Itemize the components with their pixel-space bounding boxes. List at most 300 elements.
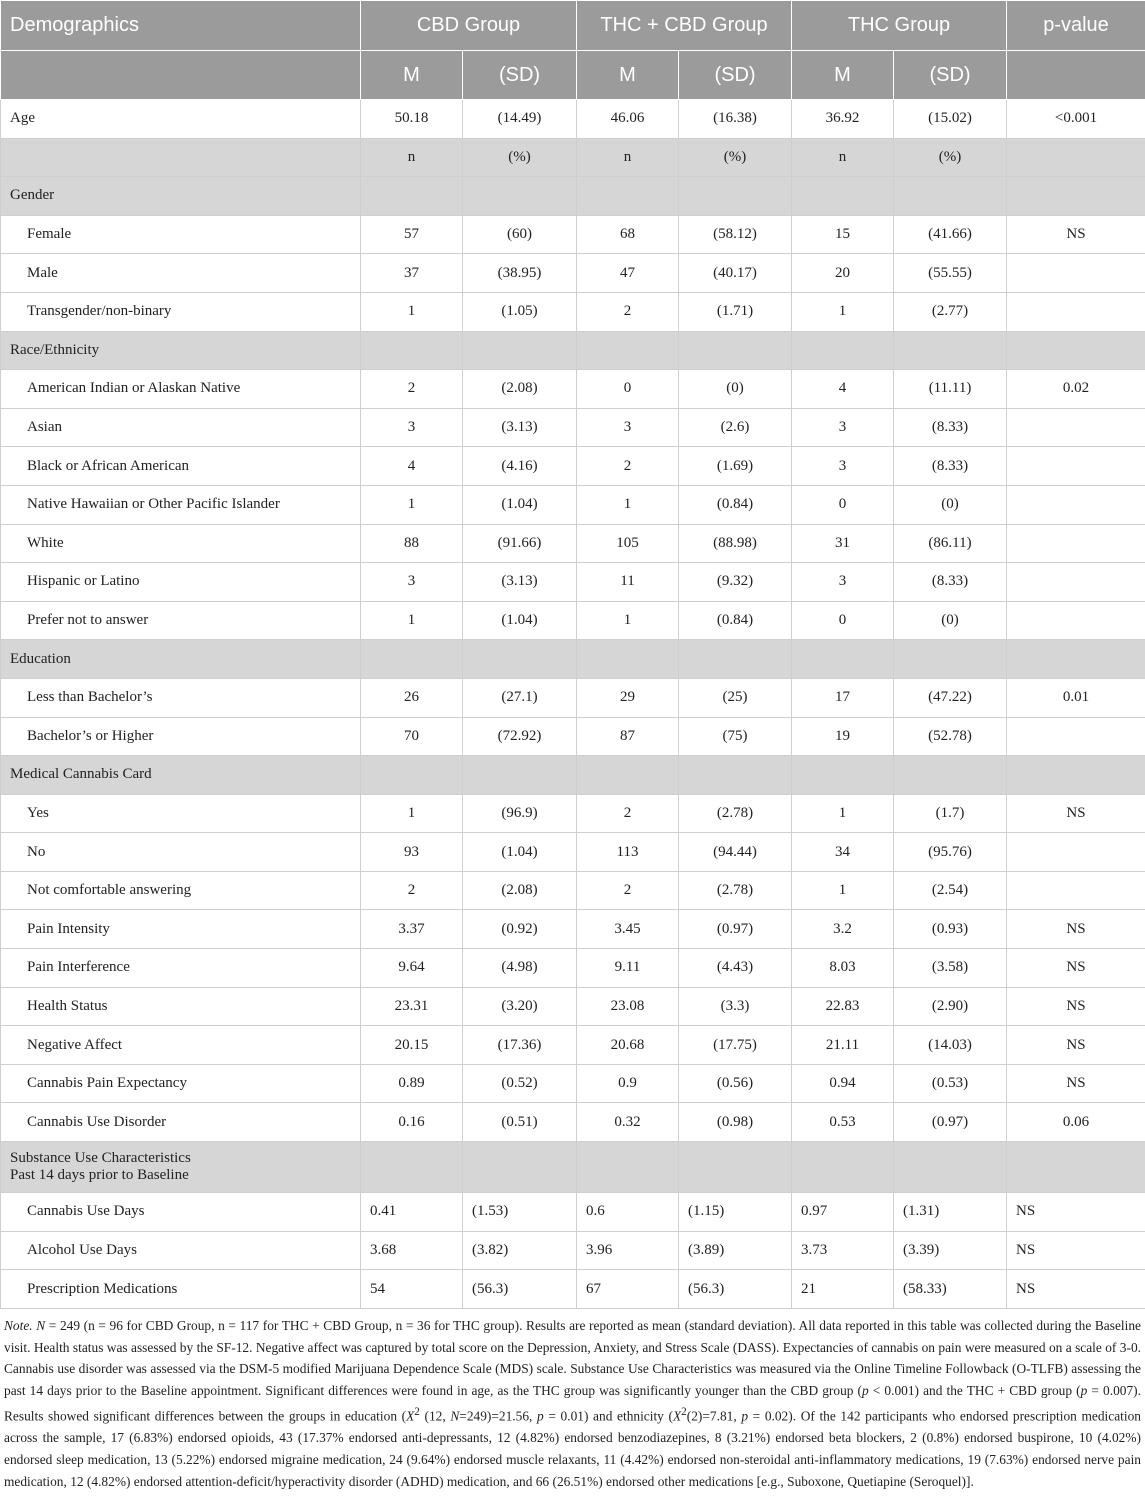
cell: 34 bbox=[792, 833, 894, 872]
cell: 3.37 bbox=[361, 910, 463, 949]
cell: NS bbox=[1007, 987, 1145, 1026]
cell bbox=[463, 177, 577, 216]
cell: 20 bbox=[792, 254, 894, 293]
table-row-american-indian bbox=[1, 370, 1145, 409]
table-row-section-substance-use bbox=[1, 1142, 1145, 1193]
cell: (88.98) bbox=[679, 524, 792, 563]
cell: (%) bbox=[679, 138, 792, 177]
cell: (3.89) bbox=[679, 1231, 792, 1270]
note-text: = 0.01) and ethnicity ( bbox=[543, 1408, 673, 1424]
cell: 3.96 bbox=[577, 1231, 679, 1270]
cell: (2.78) bbox=[679, 871, 792, 910]
table-row-white bbox=[1, 524, 1145, 563]
cell: 113 bbox=[577, 833, 679, 872]
cell bbox=[1007, 254, 1145, 293]
cell: 0 bbox=[792, 601, 894, 640]
cell bbox=[361, 177, 463, 216]
cell: 9.11 bbox=[577, 949, 679, 988]
cell: <0.001 bbox=[1007, 100, 1145, 139]
cell: (0.84) bbox=[679, 485, 792, 524]
row-label: Not comfortable answering bbox=[1, 871, 361, 910]
cell: (1.05) bbox=[463, 292, 577, 331]
cell: 87 bbox=[577, 717, 679, 756]
cell: 1 bbox=[792, 871, 894, 910]
note-lead: Note. bbox=[4, 1317, 33, 1333]
cell: (95.76) bbox=[894, 833, 1007, 872]
section-label: Education bbox=[1, 640, 361, 679]
cell bbox=[679, 756, 792, 795]
cell: (14.49) bbox=[463, 100, 577, 139]
cell: 1 bbox=[361, 794, 463, 833]
cell: (3.13) bbox=[463, 563, 577, 602]
cell: (1.71) bbox=[679, 292, 792, 331]
row-label: American Indian or Alaskan Native bbox=[1, 370, 361, 409]
table-row-section-race bbox=[1, 331, 1145, 370]
cell: 0.53 bbox=[792, 1103, 894, 1142]
header-cbd-group: CBD Group bbox=[361, 1, 577, 51]
table-row-black bbox=[1, 447, 1145, 486]
cell: (0.97) bbox=[894, 1103, 1007, 1142]
table-row-pain-intensity bbox=[1, 910, 1145, 949]
cell: 0.02 bbox=[1007, 370, 1145, 409]
cell: (2.77) bbox=[894, 292, 1007, 331]
cell: 0.89 bbox=[361, 1064, 463, 1103]
cell: (0.98) bbox=[679, 1103, 792, 1142]
cell: n bbox=[361, 138, 463, 177]
cell: (0.93) bbox=[894, 910, 1007, 949]
cell bbox=[894, 177, 1007, 216]
cell: 2 bbox=[361, 871, 463, 910]
cell: 1 bbox=[792, 794, 894, 833]
section-label: Race/Ethnicity bbox=[1, 331, 361, 370]
subheader-row bbox=[1, 51, 1145, 100]
cell: 0 bbox=[577, 370, 679, 409]
cell bbox=[1007, 601, 1145, 640]
cell: (15.02) bbox=[894, 100, 1007, 139]
cell: (0.51) bbox=[463, 1103, 577, 1142]
cell: 0.06 bbox=[1007, 1103, 1145, 1142]
cell: (4.98) bbox=[463, 949, 577, 988]
cell: 23.08 bbox=[577, 987, 679, 1026]
section-label: Gender bbox=[1, 177, 361, 216]
cell: NS bbox=[1007, 910, 1145, 949]
cell: (2.78) bbox=[679, 794, 792, 833]
cell: 15 bbox=[792, 215, 894, 254]
cell: 3.2 bbox=[792, 910, 894, 949]
cell: (14.03) bbox=[894, 1026, 1007, 1065]
cell: NS bbox=[1007, 215, 1145, 254]
subheader-blank bbox=[1007, 51, 1145, 100]
table-note bbox=[0, 1309, 1145, 1493]
cell bbox=[679, 331, 792, 370]
table-row-native-hawaiian bbox=[1, 485, 1145, 524]
row-label: Hispanic or Latino bbox=[1, 563, 361, 602]
table-row-section-education bbox=[1, 640, 1145, 679]
cell: (0.56) bbox=[679, 1064, 792, 1103]
note-n: N bbox=[450, 1408, 460, 1424]
header-thc-cbd-group: THC + CBD Group bbox=[577, 1, 792, 51]
section-label-line1: Substance Use Characteristics bbox=[10, 1150, 191, 1167]
table-row-counts-header bbox=[1, 138, 1145, 177]
cell: 3.45 bbox=[577, 910, 679, 949]
cell: (56.3) bbox=[463, 1270, 577, 1309]
cell: 0.97 bbox=[792, 1193, 894, 1232]
cell bbox=[361, 640, 463, 679]
cell: 0.01 bbox=[1007, 678, 1145, 717]
cell: (3.20) bbox=[463, 987, 577, 1026]
note-text: < 0.001) and the THC + CBD group ( bbox=[868, 1383, 1081, 1399]
cell: (2.08) bbox=[463, 370, 577, 409]
table-row-pain-interference bbox=[1, 949, 1145, 988]
cell bbox=[1007, 485, 1145, 524]
cell: (4.16) bbox=[463, 447, 577, 486]
table-row-cannabis-days bbox=[1, 1193, 1145, 1232]
note-p: p bbox=[741, 1408, 749, 1424]
row-label: Black or African American bbox=[1, 447, 361, 486]
cell: (16.38) bbox=[679, 100, 792, 139]
cell: (72.92) bbox=[463, 717, 577, 756]
note-x: X bbox=[672, 1408, 682, 1424]
table-row-section-gender bbox=[1, 177, 1145, 216]
cell bbox=[1007, 871, 1145, 910]
cell bbox=[1007, 640, 1145, 679]
cell: (0) bbox=[894, 601, 1007, 640]
cell bbox=[361, 1142, 463, 1193]
cell: n bbox=[577, 138, 679, 177]
cell: 1 bbox=[577, 485, 679, 524]
cell: NS bbox=[1007, 949, 1145, 988]
table-row-section-medical-card bbox=[1, 756, 1145, 795]
cell: 4 bbox=[361, 447, 463, 486]
cell: 0.9 bbox=[577, 1064, 679, 1103]
row-label: Age bbox=[1, 100, 361, 139]
row-label: Less than Bachelor’s bbox=[1, 678, 361, 717]
table-row-use-disorder bbox=[1, 1103, 1145, 1142]
subheader-m: M bbox=[792, 51, 894, 100]
cell: 17 bbox=[792, 678, 894, 717]
cell: (1.15) bbox=[679, 1193, 792, 1232]
cell: NS bbox=[1007, 1026, 1145, 1065]
cell bbox=[361, 756, 463, 795]
cell: 1 bbox=[361, 485, 463, 524]
cell: 4 bbox=[792, 370, 894, 409]
cell: 20.68 bbox=[577, 1026, 679, 1065]
cell bbox=[679, 177, 792, 216]
header-thc-group: THC Group bbox=[792, 1, 1007, 51]
header-p-value: p-value bbox=[1007, 1, 1145, 51]
cell: 11 bbox=[577, 563, 679, 602]
cell bbox=[463, 756, 577, 795]
cell: (47.22) bbox=[894, 678, 1007, 717]
row-label: Pain Interference bbox=[1, 949, 361, 988]
cell: (0) bbox=[894, 485, 1007, 524]
subheader-sd: (SD) bbox=[463, 51, 577, 100]
cell: 2 bbox=[577, 871, 679, 910]
section-label-line2: Past 14 days prior to Baseline bbox=[10, 1167, 189, 1184]
cell: (1.04) bbox=[463, 485, 577, 524]
cell: (86.11) bbox=[894, 524, 1007, 563]
cell: (17.36) bbox=[463, 1026, 577, 1065]
cell: 67 bbox=[577, 1270, 679, 1309]
cell: (91.66) bbox=[463, 524, 577, 563]
cell: 9.64 bbox=[361, 949, 463, 988]
table-row-alcohol-days bbox=[1, 1231, 1145, 1270]
cell bbox=[577, 331, 679, 370]
table-row-yes bbox=[1, 794, 1145, 833]
cell: 21 bbox=[792, 1270, 894, 1309]
note-n: N bbox=[36, 1317, 46, 1333]
cell: 3 bbox=[361, 408, 463, 447]
cell bbox=[1007, 177, 1145, 216]
cell: (1.31) bbox=[894, 1193, 1007, 1232]
cell: 0.32 bbox=[577, 1103, 679, 1142]
cell: (2.6) bbox=[679, 408, 792, 447]
cell: (17.75) bbox=[679, 1026, 792, 1065]
cell: (55.55) bbox=[894, 254, 1007, 293]
cell: 0.6 bbox=[577, 1193, 679, 1232]
note-text: (2)=7.81, bbox=[686, 1408, 742, 1424]
cell: (0.52) bbox=[463, 1064, 577, 1103]
cell: (25) bbox=[679, 678, 792, 717]
cell bbox=[1007, 292, 1145, 331]
cell: 3 bbox=[577, 408, 679, 447]
cell: 23.31 bbox=[361, 987, 463, 1026]
cell: 36.92 bbox=[792, 100, 894, 139]
section-label: Medical Cannabis Card bbox=[1, 756, 361, 795]
cell: 37 bbox=[361, 254, 463, 293]
cell bbox=[1007, 408, 1145, 447]
row-label: Yes bbox=[1, 794, 361, 833]
cell: (3.13) bbox=[463, 408, 577, 447]
cell: (9.32) bbox=[679, 563, 792, 602]
cell: (1.69) bbox=[679, 447, 792, 486]
note-p: p bbox=[537, 1408, 544, 1424]
cell: NS bbox=[1007, 1064, 1145, 1103]
cell: 3.68 bbox=[361, 1231, 463, 1270]
cell: (94.44) bbox=[679, 833, 792, 872]
table-row-prescription bbox=[1, 1270, 1145, 1309]
table-row-age bbox=[1, 100, 1145, 139]
cell: (8.33) bbox=[894, 447, 1007, 486]
cell: (3.58) bbox=[894, 949, 1007, 988]
note-x: X bbox=[406, 1408, 415, 1424]
cell: (3.39) bbox=[894, 1231, 1007, 1270]
table-row-hispanic bbox=[1, 563, 1145, 602]
cell: NS bbox=[1007, 1193, 1145, 1232]
cell bbox=[894, 640, 1007, 679]
cell: 0.94 bbox=[792, 1064, 894, 1103]
note-text: (12, bbox=[419, 1408, 451, 1424]
cell: (2.08) bbox=[463, 871, 577, 910]
cell: (0.97) bbox=[679, 910, 792, 949]
cell: 54 bbox=[361, 1270, 463, 1309]
cell: 2 bbox=[577, 794, 679, 833]
row-label: Native Hawaiian or Other Pacific Islander bbox=[1, 485, 361, 524]
cell bbox=[1007, 331, 1145, 370]
table-row-less-bachelor bbox=[1, 678, 1145, 717]
table-row-pain-expectancy bbox=[1, 1064, 1145, 1103]
note-p: p bbox=[862, 1383, 869, 1399]
cell: 0.41 bbox=[361, 1193, 463, 1232]
cell: 2 bbox=[577, 447, 679, 486]
cell: (60) bbox=[463, 215, 577, 254]
cell: 68 bbox=[577, 215, 679, 254]
table-row-transgender bbox=[1, 292, 1145, 331]
cell: (52.78) bbox=[894, 717, 1007, 756]
cell: (27.1) bbox=[463, 678, 577, 717]
cell: (41.66) bbox=[894, 215, 1007, 254]
note-superscript: 2 bbox=[414, 1406, 420, 1418]
table-row-male bbox=[1, 254, 1145, 293]
cell bbox=[894, 1142, 1007, 1193]
row-label: No bbox=[1, 833, 361, 872]
cell bbox=[792, 331, 894, 370]
cell: 3.73 bbox=[792, 1231, 894, 1270]
cell: 3 bbox=[361, 563, 463, 602]
cell: n bbox=[792, 138, 894, 177]
row-label: Pain Intensity bbox=[1, 910, 361, 949]
row-label: Bachelor’s or Higher bbox=[1, 717, 361, 756]
row-label: Cannabis Pain Expectancy bbox=[1, 1064, 361, 1103]
cell bbox=[463, 1142, 577, 1193]
cell bbox=[679, 1142, 792, 1193]
row-label: White bbox=[1, 524, 361, 563]
cell bbox=[361, 331, 463, 370]
cell: NS bbox=[1007, 794, 1145, 833]
row-label: Cannabis Use Disorder bbox=[1, 1103, 361, 1142]
header-row bbox=[1, 1, 1145, 51]
cell: 22.83 bbox=[792, 987, 894, 1026]
cell: (58.33) bbox=[894, 1270, 1007, 1309]
cell bbox=[1007, 447, 1145, 486]
cell: (1.04) bbox=[463, 601, 577, 640]
cell: (0) bbox=[679, 370, 792, 409]
row-label: Cannabis Use Days bbox=[1, 1193, 361, 1232]
cell bbox=[577, 1142, 679, 1193]
cell: (0.84) bbox=[679, 601, 792, 640]
cell: (3.82) bbox=[463, 1231, 577, 1270]
cell: 31 bbox=[792, 524, 894, 563]
cell bbox=[894, 331, 1007, 370]
cell: 2 bbox=[577, 292, 679, 331]
row-label: Asian bbox=[1, 408, 361, 447]
cell bbox=[894, 756, 1007, 795]
cell: (40.17) bbox=[679, 254, 792, 293]
cell: (1.53) bbox=[463, 1193, 577, 1232]
section-label bbox=[1, 1142, 361, 1193]
table-row-prefer-not bbox=[1, 601, 1145, 640]
cell: 20.15 bbox=[361, 1026, 463, 1065]
row-label: Alcohol Use Days bbox=[1, 1231, 361, 1270]
cell: 88 bbox=[361, 524, 463, 563]
cell: 1 bbox=[361, 292, 463, 331]
table-row-bachelor-higher bbox=[1, 717, 1145, 756]
row-label: Male bbox=[1, 254, 361, 293]
cell bbox=[792, 640, 894, 679]
cell bbox=[577, 177, 679, 216]
cell: (58.12) bbox=[679, 215, 792, 254]
cell: 21.11 bbox=[792, 1026, 894, 1065]
cell: (0.92) bbox=[463, 910, 577, 949]
cell: 8.03 bbox=[792, 949, 894, 988]
cell: (4.43) bbox=[679, 949, 792, 988]
cell bbox=[1007, 524, 1145, 563]
cell: (%) bbox=[463, 138, 577, 177]
table-row-not-comfortable bbox=[1, 871, 1145, 910]
cell: 93 bbox=[361, 833, 463, 872]
cell: 47 bbox=[577, 254, 679, 293]
cell: 29 bbox=[577, 678, 679, 717]
cell: 57 bbox=[361, 215, 463, 254]
cell: 0.16 bbox=[361, 1103, 463, 1142]
cell: 2 bbox=[361, 370, 463, 409]
cell: (2.54) bbox=[894, 871, 1007, 910]
note-superscript: 2 bbox=[681, 1406, 687, 1418]
cell bbox=[1007, 833, 1145, 872]
cell bbox=[1007, 138, 1145, 177]
cell: (3.3) bbox=[679, 987, 792, 1026]
row-label: Negative Affect bbox=[1, 1026, 361, 1065]
cell bbox=[1007, 717, 1145, 756]
cell: (0.53) bbox=[894, 1064, 1007, 1103]
cell bbox=[577, 756, 679, 795]
subheader-sd: (SD) bbox=[679, 51, 792, 100]
subheader-blank bbox=[1, 51, 361, 100]
row-label: Prescription Medications bbox=[1, 1270, 361, 1309]
table-row-negative-affect bbox=[1, 1026, 1145, 1065]
cell: 3 bbox=[792, 447, 894, 486]
table-row-no bbox=[1, 833, 1145, 872]
cell: (8.33) bbox=[894, 563, 1007, 602]
cell bbox=[463, 640, 577, 679]
cell bbox=[1007, 756, 1145, 795]
cell bbox=[1007, 1142, 1145, 1193]
cell: 3 bbox=[792, 563, 894, 602]
cell bbox=[792, 177, 894, 216]
cell: (1.04) bbox=[463, 833, 577, 872]
subheader-sd: (SD) bbox=[894, 51, 1007, 100]
cell: 46.06 bbox=[577, 100, 679, 139]
cell bbox=[792, 1142, 894, 1193]
note-p: p bbox=[1080, 1383, 1088, 1399]
cell: (11.11) bbox=[894, 370, 1007, 409]
cell: 1 bbox=[792, 292, 894, 331]
note-text: = 249 (n = 96 for CBD Group, n = 117 for THC + CBD Group, n = 36 for THC group). Results are reported as mean (standard deviation). All data reported in this table was collected during the Baseline visit. Health status was assessed by the SF-12. Negative affect was captured by total score on the Depression, Anxiety, and Stress Scale (DASS). Expectancies of cannabis on pain were measured on a scale of 3-0. Cannabis use disorder was assessed via the DSM-5 modified Marijuana Dependence Scale (MDS) scale. Substance Use Characteristics was measured via the Online Timeline Followback (O-TLFB) assessing the past 14 days prior to the Baseline appointment. Significant differences were found in age, as the THC group was significantly younger than the CBD group ( bbox=[4, 1317, 1141, 1399]
cell bbox=[792, 756, 894, 795]
cell: (8.33) bbox=[894, 408, 1007, 447]
row-label: Transgender/non-binary bbox=[1, 292, 361, 331]
cell: (75) bbox=[679, 717, 792, 756]
table-row-female bbox=[1, 215, 1145, 254]
subheader-m: M bbox=[361, 51, 463, 100]
header-demographics: Demographics bbox=[1, 1, 361, 51]
table-row-health-status bbox=[1, 987, 1145, 1026]
cell: 0 bbox=[792, 485, 894, 524]
row-label: Health Status bbox=[1, 987, 361, 1026]
cell: (38.95) bbox=[463, 254, 577, 293]
note-text: =249)=21.56, bbox=[459, 1408, 538, 1424]
cell: 1 bbox=[361, 601, 463, 640]
cell: 105 bbox=[577, 524, 679, 563]
cell: NS bbox=[1007, 1231, 1145, 1270]
cell bbox=[1007, 563, 1145, 602]
table-row-asian bbox=[1, 408, 1145, 447]
cell bbox=[577, 640, 679, 679]
cell: NS bbox=[1007, 1270, 1145, 1309]
subheader-m: M bbox=[577, 51, 679, 100]
note-text: = 0.02). Of the 142 participants who endorsed prescription medication across the sample, 17 (6.83%) endorsed opioids, 43 (17.37% endorsed anti-depressants, 12 (4.82%) endorsed benzodiazepines, 8 (3.21%) endorsed beta blockers, 2 (0.8%) endorsed buspirone, 10 (4.02%) endorsed sleep medication, 13 (5.22%) endorsed migraine medication, 24 (9.64%) endorsed muscle relaxants, 11 (4.42%) endorsed non-steroidal anti-inflammatory medications, 19 (7.63%) endorsed nerve pain medication, 12 (4.82%) endorsed attention-deficit/hyperactivity disorder (ADHD) medication, and 66 (26.51%) endorsed other medications [e.g., Suboxone, Quetiapine (Seroquel)]. bbox=[4, 1408, 1141, 1489]
row-label: Female bbox=[1, 215, 361, 254]
